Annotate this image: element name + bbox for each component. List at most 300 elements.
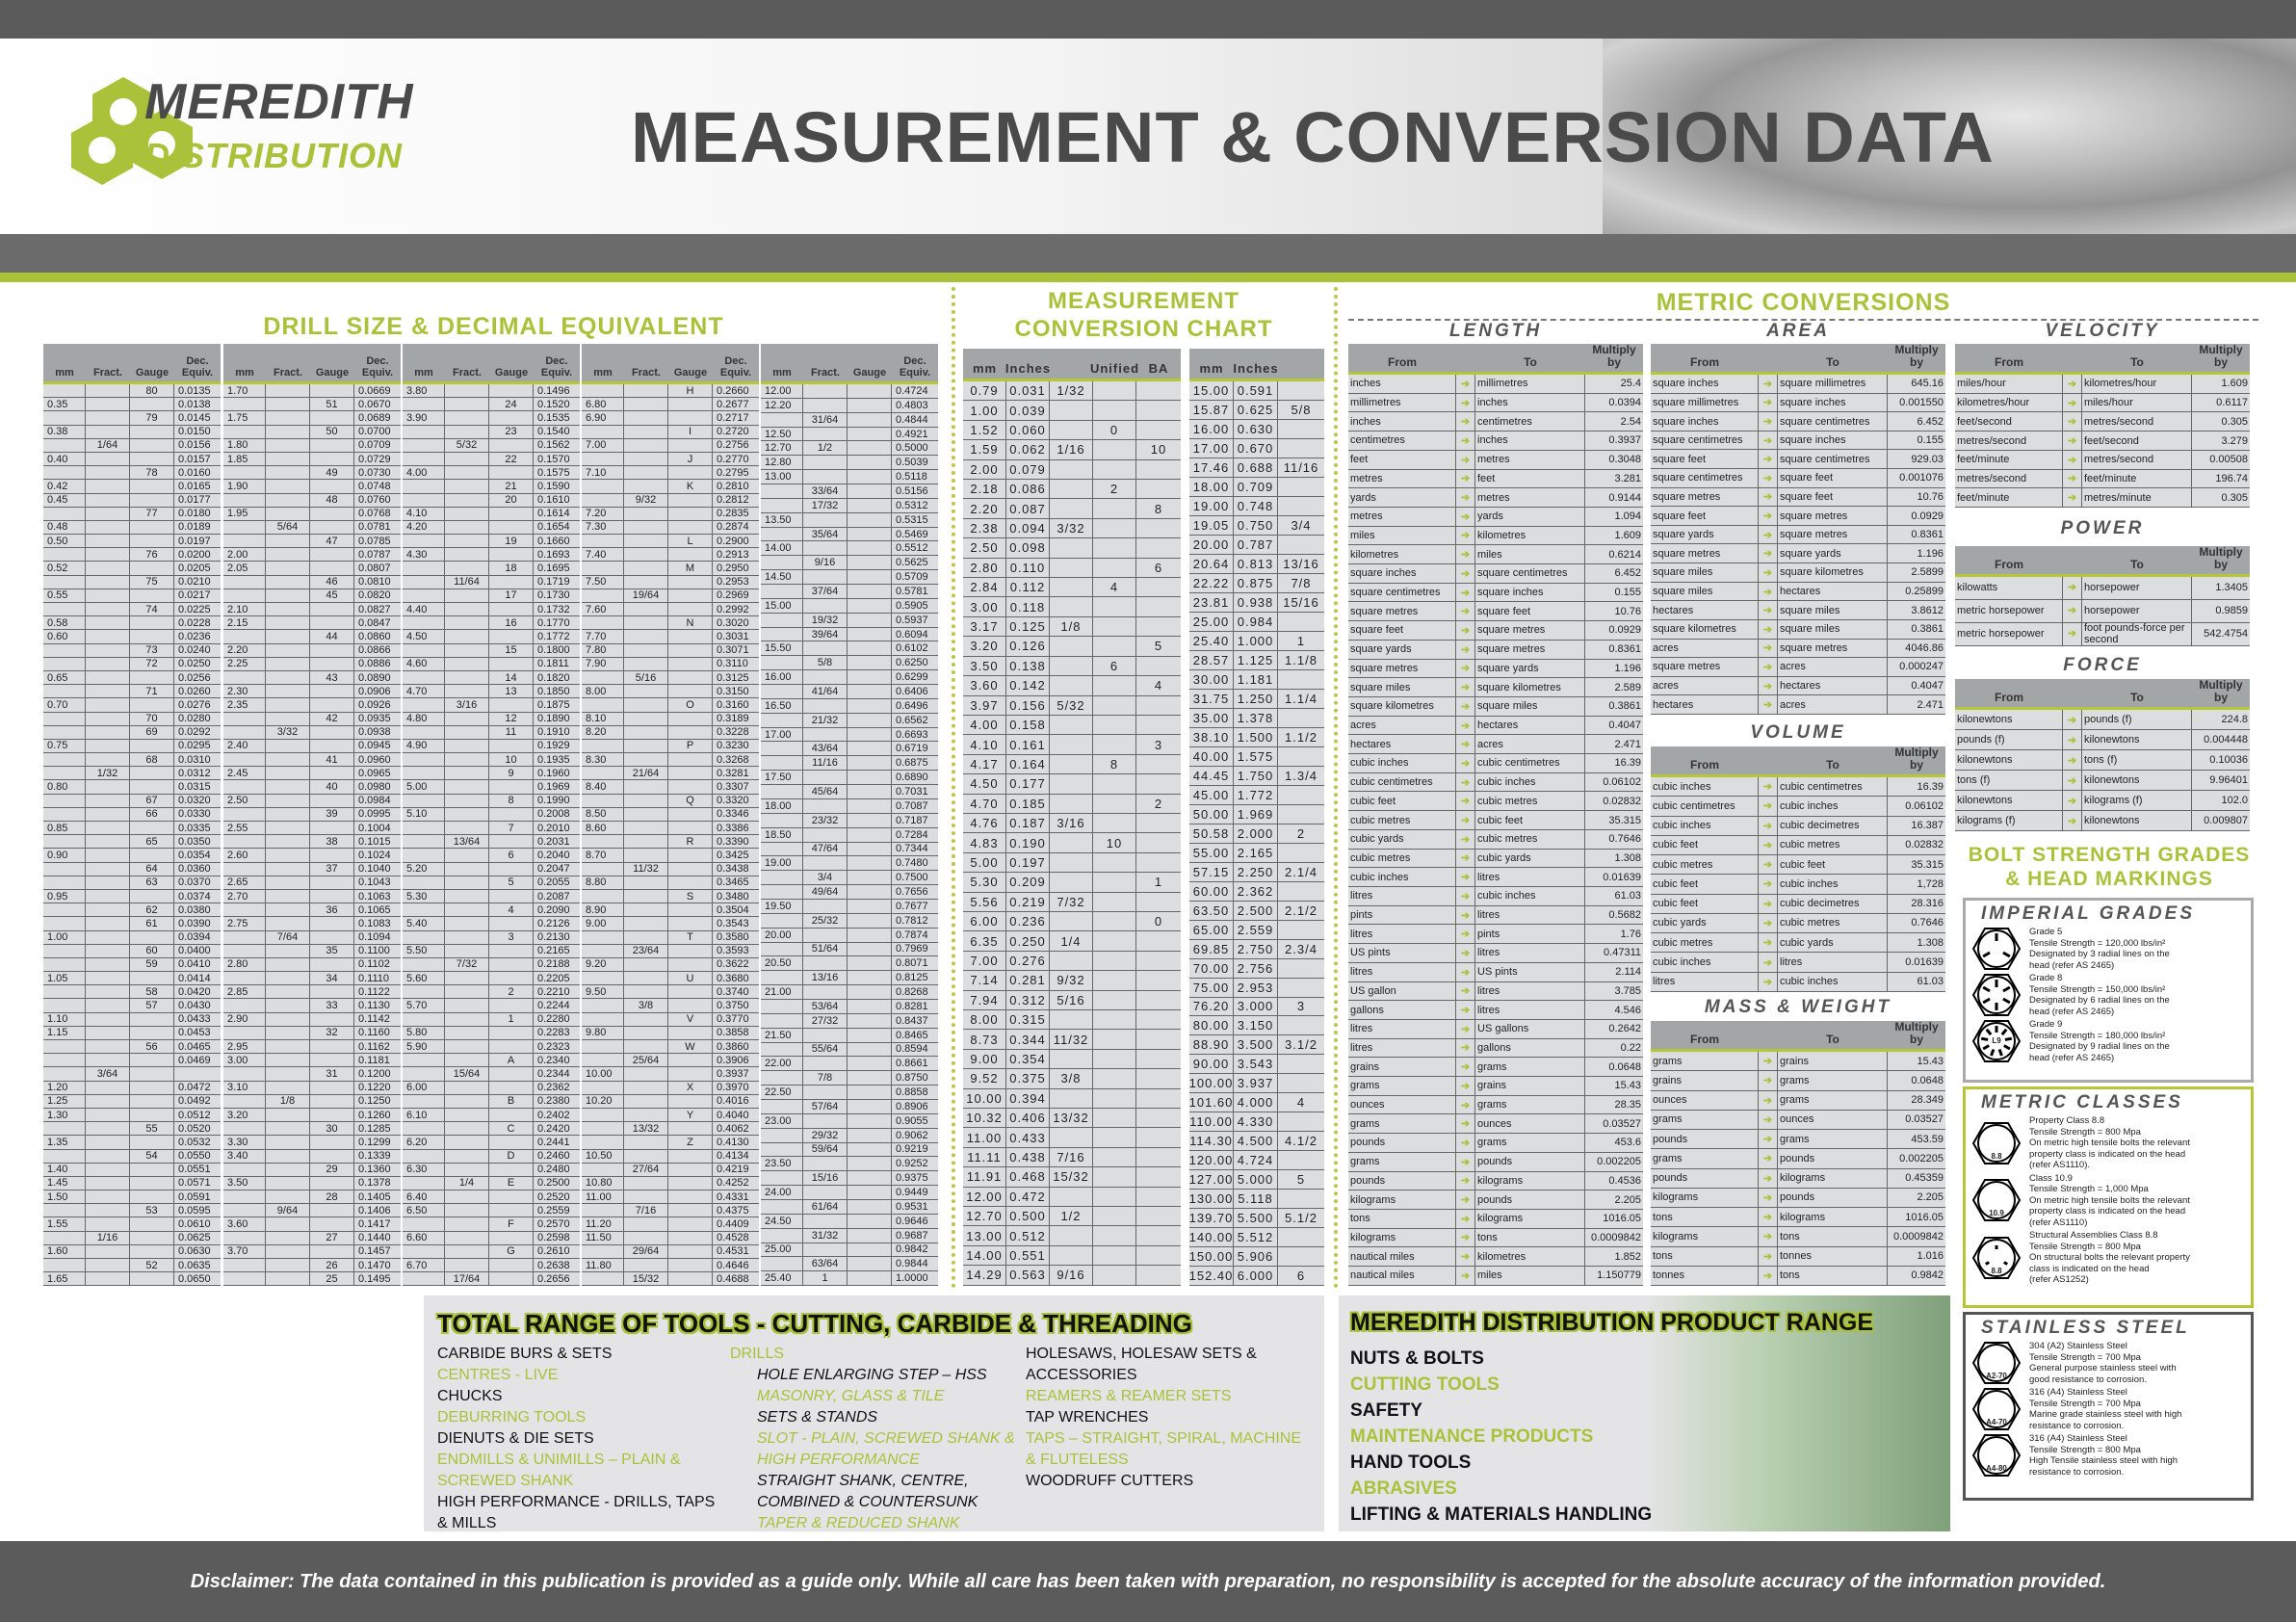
table-row — [43, 780, 221, 794]
table-row — [582, 671, 759, 685]
table-row — [1189, 536, 1324, 555]
table-cell — [43, 548, 86, 561]
table-cell — [1050, 912, 1093, 930]
table-cell: 4.000 — [1234, 1093, 1278, 1112]
table-cell — [624, 890, 668, 903]
column-header: mm — [235, 366, 254, 379]
table-cell: 0.6214 — [1608, 548, 1641, 561]
table-row — [582, 1204, 759, 1217]
table-cell — [582, 945, 624, 957]
table-row — [223, 972, 401, 985]
table-cell — [624, 1013, 668, 1026]
arrow-right-icon: ➔ — [1759, 1169, 1778, 1188]
table-cell — [1278, 497, 1324, 515]
table-cell — [86, 1095, 130, 1108]
table-cell — [130, 1067, 174, 1080]
arrow-right-icon: ➔ — [1759, 469, 1778, 487]
arrow-right-icon: ➔ — [2063, 488, 2082, 507]
table-cell: 1.55 — [43, 1217, 86, 1230]
table-cell: 0.1800 — [537, 644, 570, 657]
table-cell — [403, 1150, 445, 1163]
table-cell: 0.0787 — [358, 548, 391, 561]
table-cell — [489, 658, 534, 670]
table-row — [761, 1200, 938, 1215]
table-cell: 0.1130 — [358, 1000, 390, 1012]
table-row — [223, 1122, 401, 1136]
table-cell — [1278, 1016, 1324, 1034]
bolt-grade-item — [1971, 1115, 2245, 1171]
table-cell: grams — [1778, 1071, 1888, 1089]
table-cell: 0.0532 — [178, 1136, 211, 1148]
table-row — [1348, 660, 1643, 679]
arrow-right-icon: ➔ — [1759, 1189, 1778, 1207]
table-cell — [1136, 597, 1181, 615]
table-header — [1955, 546, 2250, 577]
table-cell: 0.7677 — [896, 900, 928, 912]
table-cell — [1136, 696, 1181, 715]
table-cell: 0.5118 — [896, 471, 927, 484]
table-cell — [266, 1232, 310, 1244]
table-row — [43, 1095, 221, 1109]
table-cell — [1093, 696, 1136, 715]
table-row — [1651, 375, 1945, 394]
table-cell: 0.086 — [1006, 480, 1050, 498]
table-cell — [130, 1272, 174, 1285]
table-cell — [130, 1095, 174, 1108]
table-cell: 0.0225 — [178, 603, 211, 615]
table-cell — [1093, 1030, 1136, 1048]
table-cell — [445, 1245, 489, 1258]
table-row — [223, 999, 401, 1012]
table-cell: 542.4754 — [2204, 627, 2248, 640]
table-cell: 0.1083 — [358, 917, 391, 929]
table-cell: 8.00 — [963, 1010, 1006, 1029]
table-row — [43, 384, 221, 398]
table-cell: 19.50 — [761, 900, 803, 913]
table-cell — [43, 835, 86, 848]
table-cell — [803, 1243, 848, 1257]
table-cell: square centimetres — [1651, 432, 1759, 450]
table-cell: 66 — [130, 808, 174, 821]
table-cell: 0.2460 — [537, 1150, 570, 1163]
table-cell: 7/8 — [803, 1071, 848, 1085]
table-cell: 0.2520 — [537, 1190, 570, 1203]
arrow-right-icon: ➔ — [1456, 925, 1475, 943]
table-cell — [130, 426, 174, 438]
table-cell — [223, 494, 266, 507]
table-cell: 1/16 — [1050, 440, 1093, 458]
table-cell: 0.2280 — [537, 1013, 570, 1026]
table-cell: 0.3150 — [717, 685, 749, 697]
table-row — [1955, 623, 2250, 646]
table-cell: square feet — [1778, 488, 1888, 507]
arrow-right-icon: ➔ — [1456, 717, 1475, 735]
table-cell — [43, 1040, 86, 1053]
table-cell: pounds (f) — [2082, 710, 2192, 729]
table-cell: 35.315 — [1608, 814, 1641, 826]
table-cell: 139.70 — [1189, 1211, 1234, 1226]
table-cell: 15.43 — [1614, 1080, 1641, 1092]
table-cell — [489, 411, 534, 424]
table-cell: 0.1004 — [358, 822, 391, 834]
table-row — [403, 835, 580, 849]
table-row — [761, 728, 938, 743]
table-row — [223, 439, 401, 453]
table-row — [403, 1082, 580, 1095]
table-cell — [668, 753, 713, 766]
table-cell: inches — [1348, 412, 1456, 431]
table-cell: 25/32 — [803, 914, 848, 928]
table-cell: 61.03 — [1917, 976, 1944, 988]
table-body — [761, 384, 938, 1286]
table-cell: 2.75 — [223, 917, 266, 929]
table-cell — [445, 562, 489, 574]
table-cell — [803, 599, 848, 613]
table-cell: 25 — [310, 1272, 354, 1285]
table-cell: 0.138 — [1006, 657, 1050, 675]
table-cell: 1.76 — [1620, 928, 1641, 940]
table-cell — [1278, 1190, 1324, 1208]
table-cell: 4 — [1154, 678, 1163, 693]
table-cell: 2.85 — [223, 985, 266, 998]
table-cell — [1136, 657, 1181, 675]
arrow-right-icon: ➔ — [2063, 791, 2082, 810]
table-row — [1651, 973, 1945, 992]
table-cell: 9/32 — [624, 494, 668, 507]
table-cell: 24.00 — [761, 1186, 803, 1199]
table-cell — [1136, 538, 1181, 557]
arrow-right-icon: ➔ — [1456, 375, 1475, 393]
table-row — [963, 1188, 1181, 1207]
table-cell: square kilometres — [1778, 563, 1888, 582]
table-cell — [310, 508, 354, 520]
tool-category-item: DIENUTS & DIE SETS — [437, 1430, 594, 1447]
table-row — [223, 685, 401, 698]
table-cell — [1136, 1128, 1181, 1146]
table-row — [403, 1013, 580, 1027]
table-cell — [266, 890, 310, 903]
table-cell — [130, 972, 174, 984]
table-cell — [624, 1067, 668, 1080]
table-cell — [266, 1217, 310, 1230]
bolt-grade-item — [1971, 1387, 2245, 1431]
table-cell: 1.016 — [1917, 1250, 1944, 1263]
table-cell — [223, 426, 266, 438]
table-cell — [624, 439, 668, 452]
table-cell: 0.984 — [1234, 613, 1278, 631]
table-cell: 1,728 — [1917, 877, 1944, 890]
tool-category-item: CENTRES - LIVE — [437, 1367, 559, 1383]
table-cell — [848, 670, 892, 684]
table-cell: 0.2283 — [537, 1027, 570, 1039]
table-cell — [848, 441, 892, 455]
arrow-right-icon: ➔ — [1456, 564, 1475, 583]
table-cell — [310, 384, 354, 397]
table-cell — [86, 780, 130, 793]
table-cell: 0.4536 — [1608, 1174, 1641, 1187]
table-cell: 0.3160 — [717, 698, 749, 711]
table-row — [582, 1054, 759, 1067]
column-header: From — [1995, 354, 2023, 369]
table-cell: 114.30 — [1189, 1134, 1233, 1149]
table-cell: 0.01639 — [1603, 871, 1641, 883]
table-cell: tons — [1778, 1227, 1888, 1245]
table-cell — [668, 985, 713, 998]
table-cell — [1136, 833, 1181, 851]
table-row — [1189, 998, 1324, 1017]
table-cell: 0.8361 — [1608, 643, 1641, 656]
table-cell: 8.40 — [582, 780, 624, 793]
column-header: To — [1826, 354, 1839, 369]
table-cell — [582, 453, 624, 465]
table-cell — [848, 871, 892, 884]
bolt-grade-item — [1971, 1230, 2245, 1286]
table-cell — [266, 1027, 310, 1039]
table-cell: 0.3307 — [717, 781, 749, 794]
table-row — [223, 562, 401, 575]
table-row — [1189, 728, 1324, 747]
table-cell — [624, 1150, 668, 1163]
table-cell: 5.906 — [1234, 1247, 1278, 1266]
table-cell — [848, 513, 892, 527]
arrow-right-icon: ➔ — [2063, 771, 2082, 790]
table-row — [963, 1167, 1181, 1187]
table-cell: 1.90 — [223, 480, 266, 492]
table-cell — [86, 972, 130, 984]
table-cell: 0.625 — [1234, 401, 1278, 419]
table-cell — [489, 972, 534, 984]
table-cell — [310, 726, 354, 739]
table-cell: 49 — [310, 466, 354, 479]
table-cell: 0.9055 — [896, 1114, 928, 1127]
table-cell — [761, 742, 803, 755]
table-row — [963, 381, 1181, 401]
table-cell: 0.70 — [43, 698, 86, 711]
table-cell: 0.6250 — [896, 657, 928, 669]
table-row — [1189, 516, 1324, 536]
table-cell — [445, 644, 489, 657]
table-cell — [130, 480, 174, 492]
table-row — [43, 713, 221, 726]
table-cell: 0.009807 — [2204, 815, 2248, 826]
table-cell — [848, 628, 892, 641]
table-row — [403, 999, 580, 1012]
table-cell: 0.02832 — [1905, 839, 1944, 851]
arrow-right-icon: ➔ — [1759, 1247, 1778, 1266]
table-cell: 0.0595 — [178, 1204, 211, 1216]
table-cell: cubic decimetres — [1778, 817, 1888, 835]
table-cell — [848, 641, 892, 655]
table-row — [1189, 670, 1324, 690]
table-row — [1189, 1247, 1324, 1267]
table-cell: cubic metres — [1348, 850, 1456, 868]
table-cell: 0.9687 — [896, 1229, 928, 1242]
table-cell — [310, 685, 354, 697]
table-row — [43, 589, 221, 603]
table-row — [1189, 1016, 1324, 1035]
table-cell — [489, 917, 534, 929]
table-row — [963, 499, 1181, 518]
arrow-right-icon: ➔ — [1759, 1111, 1778, 1129]
table-cell: 0.2900 — [717, 535, 749, 547]
table-cell — [582, 562, 624, 574]
table-cell: 33/64 — [803, 484, 848, 498]
table-cell — [582, 1245, 624, 1258]
arrow-right-icon: ➔ — [2063, 750, 2082, 770]
table-cell — [223, 713, 266, 725]
table-cell — [223, 753, 266, 766]
table-cell: gallons — [1475, 1039, 1585, 1058]
table-row — [1955, 811, 2250, 831]
table-cell — [582, 1013, 624, 1026]
table-cell: 1.378 — [1234, 709, 1278, 727]
table-cell — [266, 1040, 310, 1053]
table-cell: 0.0866 — [358, 644, 391, 657]
table-cell — [310, 876, 354, 889]
table-cell: 0.1695 — [537, 562, 570, 575]
table-cell — [266, 1272, 310, 1285]
table-cell — [1278, 1247, 1324, 1266]
table-row — [403, 740, 580, 753]
table-row — [1348, 432, 1643, 451]
table-row — [761, 771, 938, 785]
table-cell: 0.5156 — [896, 484, 928, 497]
table-row — [403, 1204, 580, 1217]
table-cell — [803, 470, 848, 484]
table-cell: 0.0810 — [358, 576, 391, 589]
table-row — [223, 1027, 401, 1040]
table-row — [43, 1164, 221, 1177]
table-cell: acres — [1778, 695, 1888, 714]
table-row — [403, 1190, 580, 1204]
table-row — [582, 562, 759, 575]
table-row — [223, 1259, 401, 1272]
table-cell — [489, 439, 534, 452]
table-cell: 0.004448 — [2204, 734, 2248, 746]
table-row — [761, 1143, 938, 1158]
table-row — [1189, 1190, 1324, 1209]
table-row — [223, 1136, 401, 1149]
table-cell — [761, 971, 803, 984]
table-cell — [582, 1122, 624, 1135]
table-cell: 0.1440 — [358, 1232, 391, 1244]
table-cell: 0.0472 — [178, 1082, 211, 1094]
table-row — [1651, 583, 1945, 602]
table-cell — [624, 849, 668, 861]
table-cell — [266, 780, 310, 793]
table-cell: 0.2380 — [537, 1095, 570, 1108]
table-row — [223, 1217, 401, 1231]
table-cell: 2.80 — [963, 559, 1006, 577]
table-cell — [489, 1067, 534, 1080]
arrow-right-icon: ➔ — [1759, 1149, 1778, 1167]
table-cell — [266, 999, 310, 1011]
table-header — [403, 344, 580, 384]
table-cell: litres — [1348, 887, 1456, 905]
table-cell — [310, 1150, 354, 1163]
table-row — [403, 562, 580, 575]
table-cell: 0.394 — [1006, 1089, 1050, 1108]
table-cell: 0.1811 — [537, 658, 569, 670]
table-cell: 23/32 — [803, 814, 848, 827]
table-cell: millimetres — [1348, 394, 1456, 412]
table-cell: 0.8594 — [896, 1043, 928, 1056]
table-cell: 1016.05 — [1603, 1213, 1641, 1225]
table-cell — [86, 589, 130, 602]
table-cell: 6.452 — [1917, 415, 1944, 428]
table-cell — [445, 1027, 489, 1039]
table-cell: 1.196 — [1614, 662, 1641, 674]
table-cell: 11/16 — [1283, 459, 1319, 475]
table-cell — [803, 799, 848, 813]
table-cell: Z — [668, 1136, 713, 1148]
table-cell: R — [668, 835, 713, 848]
table-cell: 0.2950 — [717, 562, 749, 575]
table-cell — [489, 999, 534, 1011]
table-row — [582, 808, 759, 822]
table-cell — [130, 616, 174, 629]
table-cell: 1.40 — [43, 1164, 86, 1176]
table-cell — [761, 1171, 803, 1185]
table-cell: 0.1910 — [537, 726, 570, 739]
table-cell: centimetres — [1348, 432, 1456, 450]
table-cell: 2.40 — [223, 740, 266, 752]
table-cell: 0.0420 — [178, 985, 211, 998]
table-cell: square miles — [1651, 583, 1759, 601]
arrow-right-icon: ➔ — [1759, 375, 1778, 393]
table-cell — [266, 589, 310, 602]
table-cell — [403, 1054, 445, 1066]
table-cell: 0.03527 — [1603, 1117, 1641, 1130]
table-row — [1955, 750, 2250, 771]
table-row — [761, 929, 938, 943]
table-cell: 4.70 — [403, 685, 445, 697]
table-cell: 3.00 — [223, 1054, 266, 1066]
table-cell — [1050, 676, 1093, 694]
table-row — [1651, 507, 1945, 526]
table-cell — [1136, 381, 1181, 400]
table-cell: 80 — [130, 384, 174, 397]
table-row — [223, 1177, 401, 1190]
table-row — [1348, 963, 1643, 982]
table-cell — [266, 466, 310, 479]
table-cell: 0.4409 — [717, 1218, 749, 1231]
table-row — [43, 521, 221, 535]
table-cell — [803, 1029, 848, 1042]
table-cell: 929.03 — [1911, 453, 1944, 465]
column-header: Inches — [1233, 360, 1279, 376]
table-cell: hectares — [1778, 677, 1888, 695]
table-cell: 0.0380 — [178, 903, 211, 916]
table-row — [1651, 895, 1945, 914]
column-header: Multiply by — [1894, 342, 1939, 369]
table-cell: grams — [1348, 1114, 1456, 1133]
table-cell — [1136, 716, 1181, 734]
table-cell — [668, 411, 713, 424]
table-cell — [1093, 735, 1136, 753]
table-cell: 4.30 — [403, 548, 445, 561]
drill-section-title: DRILL SIZE & DECIMAL EQUIVALENT — [263, 313, 724, 340]
table-row — [1651, 1091, 1945, 1111]
table-cell: 0.0433 — [178, 1013, 211, 1026]
table-cell — [803, 456, 848, 469]
table-cell: 74 — [130, 603, 174, 615]
table-row — [1651, 817, 1945, 836]
table-cell: metric horsepower — [1955, 600, 2063, 622]
table-cell: 1.609 — [2221, 378, 2248, 390]
table-cell — [310, 849, 354, 861]
table-row — [582, 1136, 759, 1149]
